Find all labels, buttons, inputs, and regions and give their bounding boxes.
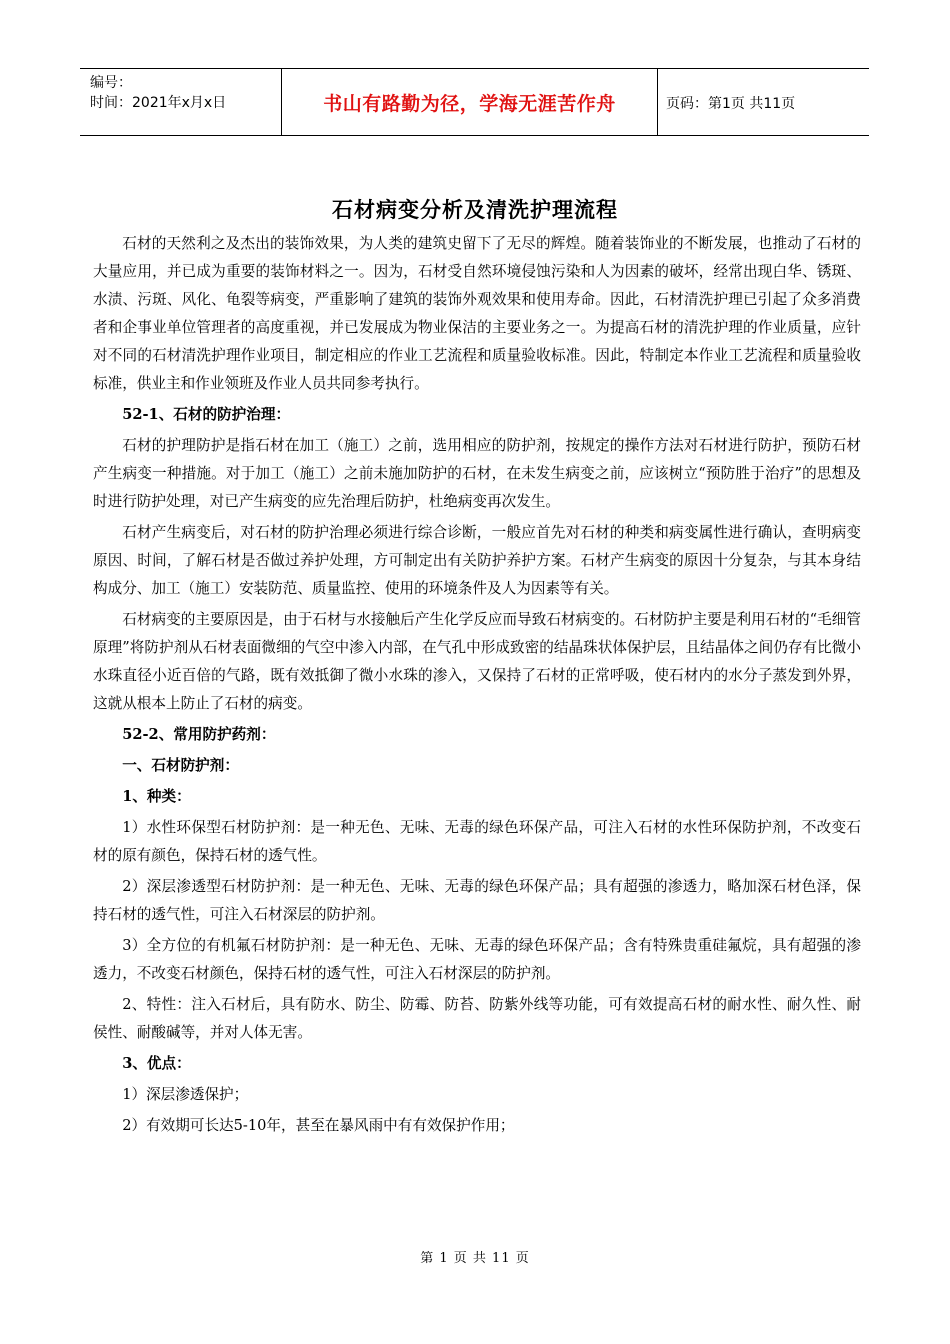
subsection-heading: 3、优点： bbox=[122, 1055, 191, 1072]
section-heading: 52-1、石材的防护治理： bbox=[122, 406, 291, 423]
subsection-heading: 一、石材防护剂： bbox=[122, 757, 239, 774]
paragraph: 2、特性：注入石材后，具有防水、防尘、防霉、防苔、防紫外线等功能，可有效提高石材的耐水性、耐久性、耐侯性、耐酸碱等，并对人体无害。 bbox=[93, 996, 861, 1041]
list-item: 2）有效期可长达5-10年，甚至在暴风雨中有有效保护作用； bbox=[122, 1117, 515, 1134]
list-item: 3）全方位的有机氟石材防护剂：是一种无色、无味、无毒的绿色环保产品；含有特殊贵重硅氟烷，具有超强的渗透力，不改变石材颜色，保持石材的透气性，可注入石材深层的防护剂。 bbox=[93, 937, 861, 982]
list-item: 1）深层渗透保护； bbox=[122, 1086, 249, 1103]
subsection-heading: 1、种类： bbox=[122, 788, 191, 805]
page-footer: 第 1 页 共 11 页 bbox=[420, 1251, 530, 1266]
header-motto: 书山有路勤为径，学海无涯苦作舟 bbox=[281, 69, 658, 135]
list-item: 1）水性环保型石材防护剂：是一种无色、无味、无毒的绿色环保产品，可注入石材的水性环保防护剂，不改变石材的原有颜色，保持石材的透气性。 bbox=[93, 819, 861, 864]
paragraph: 石材病变的主要原因是，由于石材与水接触后产生化学反应而导致石材病变的。石材防护主要是利用石材的“毛细管原理”将防护剂从石材表面微细的气空中渗入内部，在气孔中形成致密的结晶珠状体保护层，且结晶体之间仍存有比微小水珠直径小近百倍的气路，既有效抵御了微小水珠的渗入，又保持了石材的正常呼吸，使石材内的水分子蒸发到外界，这就从根本上防止了石材的病变。 bbox=[93, 611, 861, 712]
list-item: 2）深层渗透型石材防护剂：是一种无色、无味、无毒的绿色环保产品；具有超强的渗透力，略加深石材色泽，保持石材的透气性，可注入石材深层的防护剂。 bbox=[93, 878, 861, 923]
paragraph: 石材的护理防护是指石材在加工（施工）之前，选用相应的防护剂，按规定的操作方法对石材进行防护，预防石材产生病变一种措施。对于加工（施工）之前未施加防护的石材，在未发生病变之前，应该树立“预防胜于治疗”的思想及时进行防护处理，对已产生病变的应先治理后防护，杜绝病变再次发生。 bbox=[93, 437, 861, 510]
paragraph: 石材的天然利之及杰出的装饰效果，为人类的建筑史留下了无尽的辉煌。随着装饰业的不断发展，也推动了石材的大量应用，并已成为重要的装饰材料之一。因为，石材受自然环境侵蚀污染和人为因素的破坏，经常出现白华、锈斑、水渍、污斑、风化、龟裂等病变，严重影响了建筑的装饰外观效果和使用寿命。因此，石材清洗护理已引起了众多消费者和企事业单位管理者的高度重视，并已发展成为物业保洁的主要业务之一。为提高石材的清洗护理的作业质量，应针对不同的石材清洗护理作业项目，制定相应的作业工艺流程和质量验收标准。因此，特制定本作业工艺流程和质量验收标准，供业主和作业领班及作业人员共同参考执行。 bbox=[93, 235, 861, 392]
document-number: 编号： bbox=[90, 75, 132, 91]
paragraph: 石材产生病变后，对石材的防护治理必须进行综合诊断，一般应首先对石材的种类和病变属性进行确认，查明病变原因、时间，了解石材是否做过养护处理，方可制定出有关防护养护方案。石材产生病变的原因十分复杂，与其本身结构成分、加工（施工）安装防范、质量监控、使用的环境条件及人为因素等有关。 bbox=[93, 524, 861, 597]
section-heading: 52-2、常用防护药剂： bbox=[122, 726, 276, 743]
document-date: 时间：2021年x月x日 bbox=[90, 95, 227, 111]
header-meta bbox=[90, 73, 226, 113]
document-header bbox=[80, 68, 869, 136]
document-body bbox=[93, 230, 861, 1143]
header-page-number: 页码：第1页 共11页 bbox=[666, 96, 796, 112]
document-title: 石材病变分析及清洗护理流程 bbox=[332, 197, 618, 222]
